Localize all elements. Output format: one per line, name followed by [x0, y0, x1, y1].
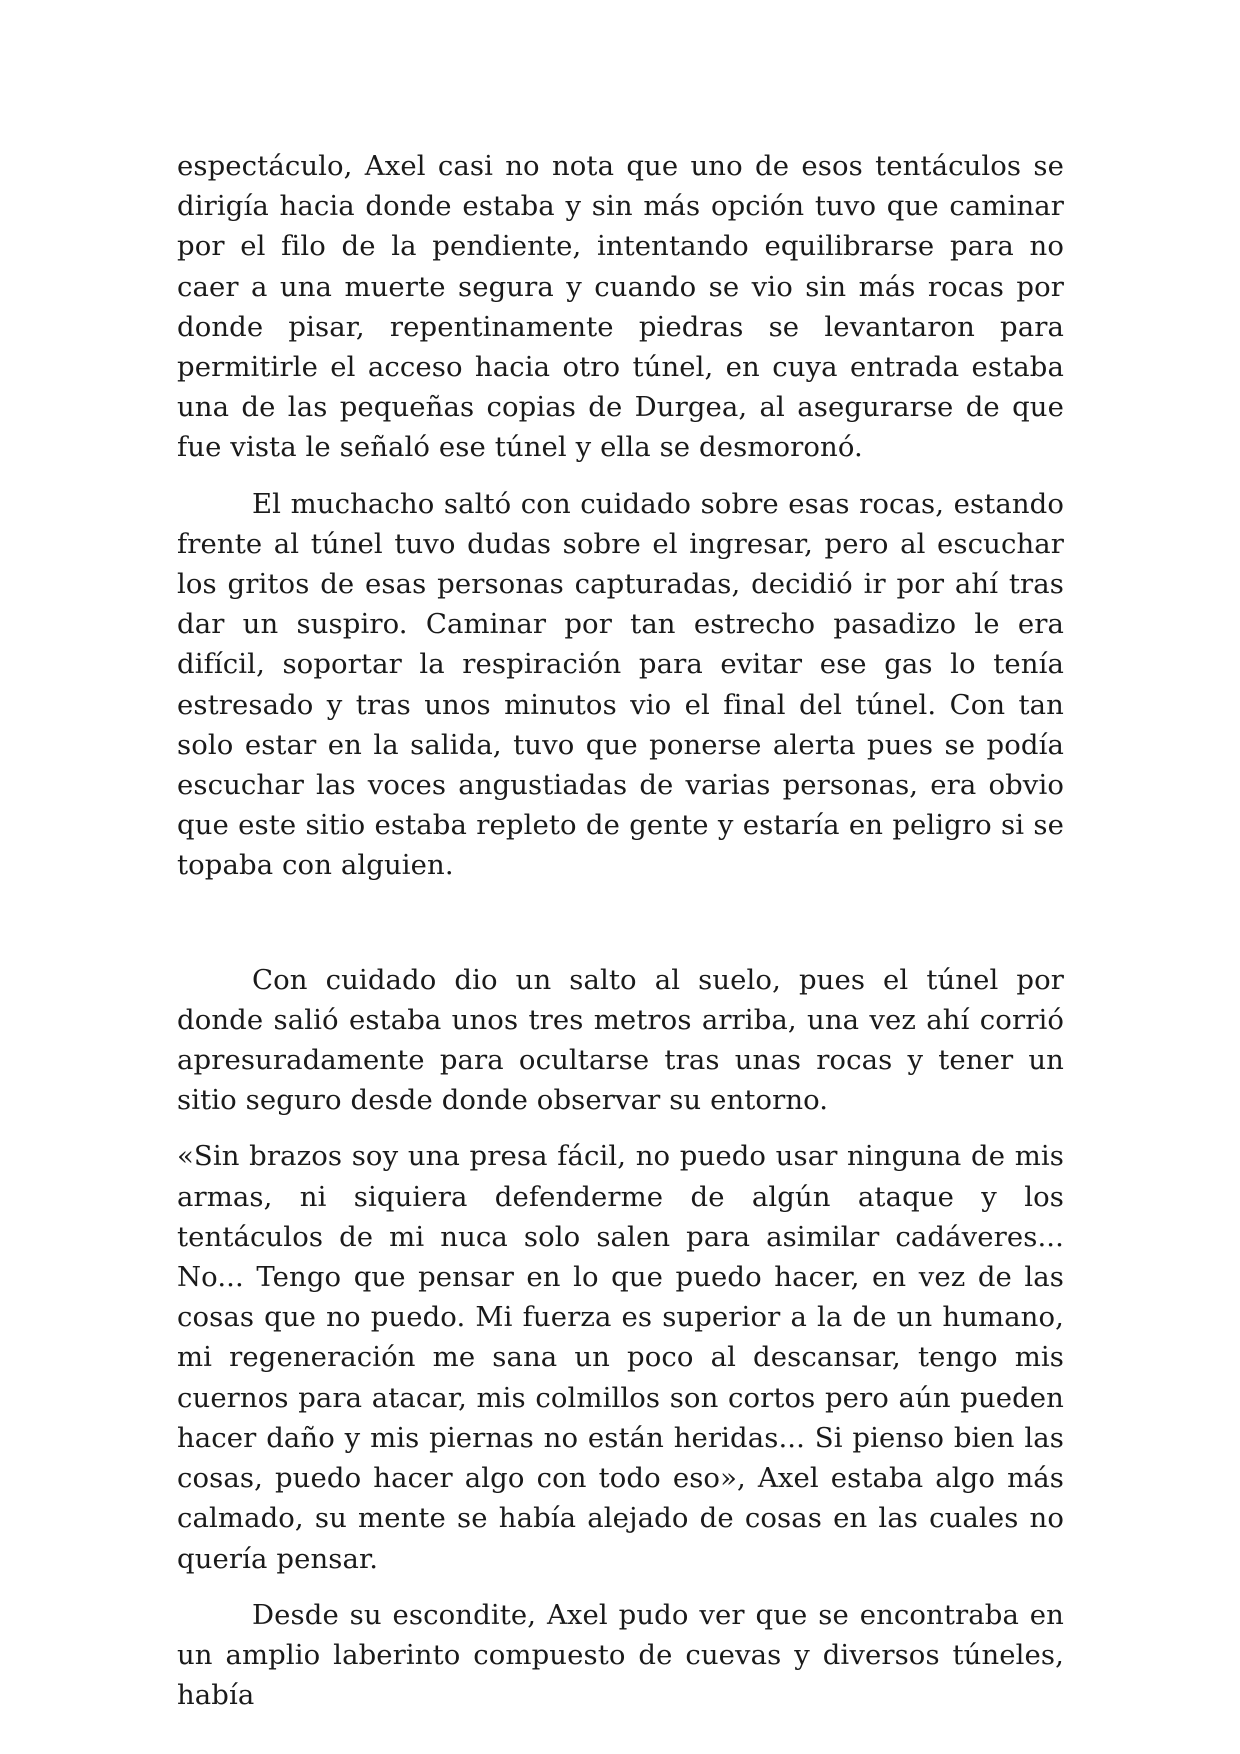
document-page [177, 146, 1064, 1715]
paragraph-5: Desde su escondite, Axel pudo ver que se encontraba en un amplio laberinto compuesto de cuevas y diversos túneles, había [177, 1598, 1064, 1712]
paragraph-1: espectáculo, Axel casi no nota que uno de esos tentáculos se dirigía hacia donde estaba y sin más opción tuvo que caminar por el filo de la pendiente, intentando equilibrarse para no caer a una muerte segura y cuando se vio sin más rocas por donde pisar, repentinamente piedras se levantaron para permitirle el acceso hacia otro túnel, en cuya entrada estaba una de las pequeñas copias de Durgea, al asegurarse de que fue vista le señaló ese túnel y ella se desmoronó. [177, 150, 1064, 464]
paragraph-2: El muchacho saltó con cuidado sobre esas rocas, estando frente al túnel tuvo dudas sobre el ingresar, pero al escuchar los gritos de esas personas capturadas, decidió ir por ahí tras dar un suspiro. Caminar por tan estrecho pasadizo le era difícil, soportar la respiración para evitar ese gas lo tenía estresado y tras unos minutos vio el final del túnel. Con tan solo estar en la salida, tuvo que ponerse alerta pues se podía escuchar las voces angustiadas de varias personas, era obvio que este sitio estaba repleto de gente y estaría en peligro si se topaba con alguien. [177, 487, 1064, 882]
paragraph-3: Con cuidado dio un salto al suelo, pues el túnel por donde salió estaba unos tres metros arriba, una vez ahí corrió apresuradamente para ocultarse tras unas rocas y tener un sitio seguro desde donde observar su entorno. [177, 963, 1064, 1117]
paragraph-4: «Sin brazos soy una presa fácil, no puedo usar ninguna de mis armas, ni siquiera defenderme de algún ataque y los tentáculos de mi nuca solo salen para asimilar cadáveres... No... Tengo que pensar en lo que puedo hacer, en vez de las cosas que no puedo. Mi fuerza es superior a la de un humano, mi regeneración me sana un poco al descansar, tengo mis cuernos para atacar, mis colmillos son cortos pero aún pueden hacer daño y mis piernas no están heridas... Si pienso bien las cosas, puedo hacer algo con todo eso», Axel estaba algo más calmado, su mente se había alejado de cosas en las cuales no quería pensar. [177, 1140, 1064, 1575]
